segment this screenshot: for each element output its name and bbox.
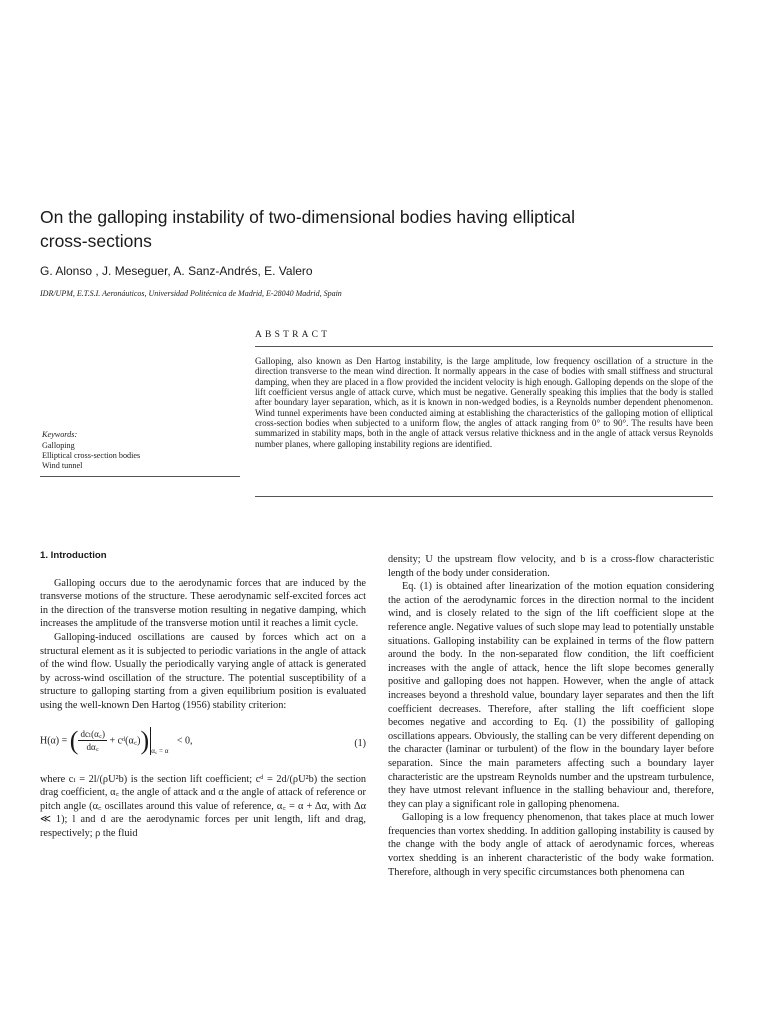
abstract-top-rule [255,346,713,347]
intro-paragraph-4: density; U the upstream flow velocity, and b is a cross-flow characteristic length of the body under consideration. [388,554,714,579]
paper-title: On the galloping instability of two-dimensional bodies having elliptical cross-sections [40,207,576,251]
affiliation: IDR/UPM, E.T.S.I. Aeronáuticos, Universidad Politécnica de Madrid, E-28040 Madrid, Spain [40,289,342,298]
keyword-item: Elliptical cross-section bodies [42,451,141,461]
equation-lhs: H(α) = [40,734,70,746]
intro-paragraph-5: Eq. (1) is obtained after linearization of the motion equation considering the action of the aerodynamic forces in the direction normal to the incident wind, and is closely related to the sign of the lift coefficient slope at the reference angle. Negative values of such slope may lead to potentially unstable situations. Galloping instability can be explained in terms of the flow pattern around the body. In the non-separated flow condition, the lift coefficient increases with the angle of attack, hence the lift slope becomes generally positive and galloping does not happen. However, when the angle of attack increases beyond a threshold value, boundary layer separates and then the lift coefficient decreases. Therefore, after stalling the lift coefficient slope becomes negative and according to Eq. (1) the possibility of galloping oscillations appears. Obviously, the stalling can be very different depending on the character (laminar or turbulent) of the flow in the boundary layer before separation. Since the main parameters affecting such a boundary layer characteristic are the upstream Reynolds number and the upstream turbulence, they have utmost relevant influence in the stalling behaviour and, therefore, they can play a significant role in galloping phenomena. [388,581,714,810]
equation-1-body: H(α) = ( $\frac{\text{dcₗ(α꜀)}}{d\alpha꜀}$ + cᵈ(α꜀)) $_{\alpha꜀ = \alpha}$ < 0, [40,725,193,755]
equation-number: (1) [354,737,366,749]
abstract-heading: ABSTRACT [255,330,331,340]
keyword-item: Galloping [42,441,75,450]
equation-numerator: dcₗ(α꜀) [80,729,105,740]
abstract-text: Galloping, also known as Den Hartog instability, is the large amplitude, low frequency oscillation of a structure in the direction transverse to the mean wind direction. It normally appears in the case of bodies with small stiffness and structural damping, when they are placed in a flow provided the incident velocity is high enough. Galloping depends on the slope of the lift coefficient versus angle of attack curve, which must be negative. Generally speaking this implies that the body is stalled after boundary layer separation, which, as it is known in non-wedged bodies, is a Reynolds number dependent phenomenon. Wind tunnel experiments have been conducted aiming at establishing the characteristics of the galloping motion of elliptical cross-section bodies when subjected to a uniform flow, the angles of attack ranging from 0° to 90°. The results have been summarized in stability maps, both in the angle of attack versus relative thickness and in the angle of attack versus Reynolds number planes, where galloping instability regions are identified. [255,356,713,449]
intro-paragraph-2: Galloping-induced oscillations are caused by forces which act on a structural element as it is subjected to periodic variations in the angle of attack of the wind flow. Usually the periodically varying angle of attack is generated by across-wind oscillation of the structure. The potential susceptibility of a structure to galloping starting from a given equilibrium position is evaluated using the well-known Den Hartog (1956) stability criterion: [40,631,366,711]
right-column [388,553,714,879]
intro-paragraph-6: Galloping is a low frequency phenomenon, that takes place at much lower frequencies than vortex shedding. In addition galloping instability is caused by the change with the body angle of attack of aerodynamic forces, whereas vortex shedding is an inherent characteristic of the body wake formation. Therefore, although in very specific circumstances both phenomena can [388,812,714,878]
equation-1 [40,721,366,765]
intro-paragraph-3: where cₗ = 2l/(ρU²b) is the section lift coefficient; cᵈ = 2d/(ρU²b) the section drag coefficient, α꜀ the angle of attack and α the angle of attack of reference or pitch angle (α꜀ oscillates around this value of reference, α꜀ = α + Δα, with Δα ≪ 1); l and d are the aerodynamic forces per unit length, lift and drag, respectively; ρ the fluid [40,773,366,839]
keywords-rule [40,476,240,477]
keywords-label: Keywords: [42,430,78,439]
section-heading-introduction: 1. Introduction [40,550,107,561]
equation-rhs: < 0, [174,734,193,746]
equation-fraction [78,728,107,753]
equation-evaluation: α꜀ = α [151,746,169,755]
left-column [40,549,366,841]
intro-paragraph-1: Galloping occurs due to the aerodynamic forces that are induced by the transverse motions of the structure. These aerodynamic self-excited forces act in the direction of the transverse motion resulting in negative damping, which increases the amplitude of the transverse motion until it reaches a limit cycle. [40,577,366,630]
keywords-list [42,441,140,472]
abstract-bottom-rule [255,496,713,497]
equation-denominator: dα꜀ [86,742,99,753]
equation-drag-term: + cᵈ(α꜀) [106,734,141,746]
author-list: G. Alonso , J. Meseguer, A. Sanz-Andrés, E. Valero [40,264,313,278]
keyword-item: Wind tunnel [42,461,83,471]
